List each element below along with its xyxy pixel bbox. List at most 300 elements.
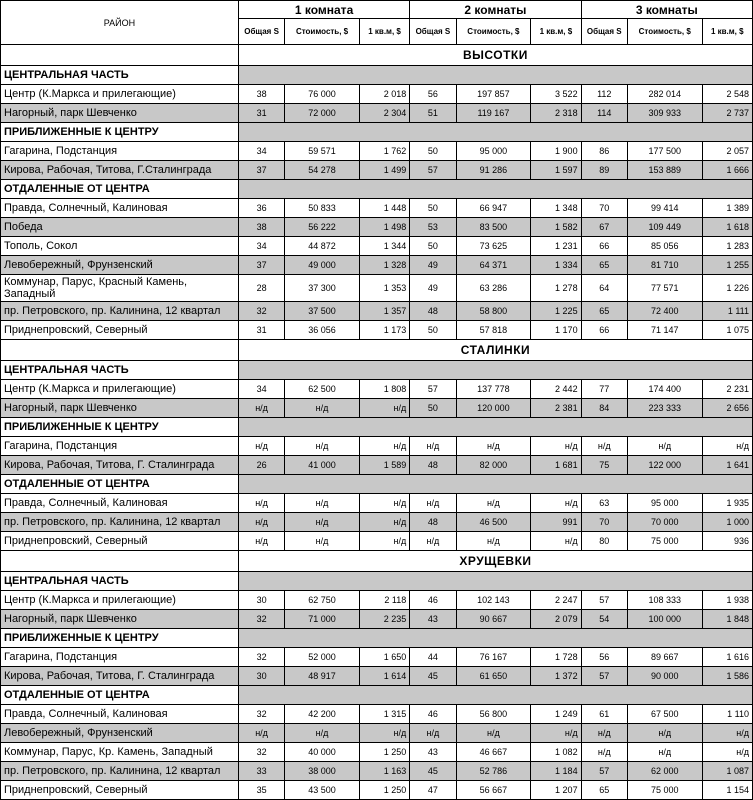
area-cell: 56: [410, 85, 456, 104]
cost-cell: 70 000: [627, 513, 702, 532]
cost-cell: 62 750: [285, 591, 360, 610]
cost-cell: 76 167: [456, 648, 531, 667]
price-per-sqm-cell: 1 938: [702, 591, 752, 610]
area-cell: 47: [410, 781, 456, 800]
price-per-sqm-cell: 1 389: [702, 199, 752, 218]
price-per-sqm-cell: 2 656: [702, 399, 752, 418]
district-name: Тополь, Сокол: [1, 237, 239, 256]
cost-cell: 72 000: [285, 104, 360, 123]
area-cell: 45: [410, 762, 456, 781]
cost-cell: 153 889: [627, 161, 702, 180]
area-cell: н/д: [238, 532, 284, 551]
district-name: Коммунар, Парус, Красный Камень, Западный: [1, 275, 239, 302]
area-cell: 32: [238, 610, 284, 629]
district-name: Кирова, Рабочая, Титова, Г.Сталинграда: [1, 161, 239, 180]
price-per-sqm-cell: 1 372: [531, 667, 581, 686]
district-name: Кирова, Рабочая, Титова, Г. Сталинграда: [1, 667, 239, 686]
district-name: Центр (К.Маркса и прилегающие): [1, 591, 239, 610]
table-row: [1, 256, 753, 275]
area-cell: 34: [238, 142, 284, 161]
area-cell: н/д: [238, 437, 284, 456]
price-per-sqm-cell: 1 111: [702, 302, 752, 321]
table-row: [1, 199, 753, 218]
area-cell: 75: [581, 456, 627, 475]
price-per-sqm-cell: 1 614: [359, 667, 409, 686]
zone-row-fill: [238, 572, 752, 591]
district-name: Нагорный, парк Шевченко: [1, 399, 239, 418]
area-cell: 43: [410, 610, 456, 629]
district-name: Правда, Солнечный, Калиновая: [1, 199, 239, 218]
price-per-sqm-cell: 1 808: [359, 380, 409, 399]
cost-cell: 50 833: [285, 199, 360, 218]
area-cell: 49: [410, 275, 456, 302]
cost-cell: 56 800: [456, 705, 531, 724]
district-name: Левобережный, Фрунзенский: [1, 256, 239, 275]
zone-row-fill: [238, 180, 752, 199]
type-row-blank: [1, 551, 239, 572]
price-per-sqm-cell: 2 548: [702, 85, 752, 104]
cost-cell: н/д: [285, 437, 360, 456]
group-header-3rooms: 3 комнаты: [581, 1, 752, 19]
price-per-sqm-cell: 1 250: [359, 743, 409, 762]
price-per-sqm-cell: 1 848: [702, 610, 752, 629]
cost-cell: 90 667: [456, 610, 531, 629]
price-per-sqm-cell: 1 110: [702, 705, 752, 724]
area-cell: 37: [238, 161, 284, 180]
cost-cell: 56 222: [285, 218, 360, 237]
price-per-sqm-cell: 1 498: [359, 218, 409, 237]
price-per-sqm-cell: н/д: [359, 513, 409, 532]
table-row: [1, 724, 753, 743]
table-row: [1, 494, 753, 513]
price-per-sqm-cell: 2 057: [702, 142, 752, 161]
price-per-sqm-cell: 1 762: [359, 142, 409, 161]
cost-cell: 52 000: [285, 648, 360, 667]
area-cell: 34: [238, 237, 284, 256]
area-cell: н/д: [410, 532, 456, 551]
cost-cell: 75 000: [627, 781, 702, 800]
cost-cell: 59 571: [285, 142, 360, 161]
area-cell: 48: [410, 513, 456, 532]
cost-cell: 61 650: [456, 667, 531, 686]
area-cell: 53: [410, 218, 456, 237]
district-name: Правда, Солнечный, Калиновая: [1, 705, 239, 724]
price-per-sqm-cell: 1 357: [359, 302, 409, 321]
cost-cell: 282 014: [627, 85, 702, 104]
table-row: [1, 275, 753, 302]
price-per-sqm-cell: 1 231: [531, 237, 581, 256]
zone-label: ОТДАЛЕННЫЕ ОТ ЦЕНТРА: [1, 686, 239, 705]
price-per-sqm-cell: н/д: [359, 724, 409, 743]
cost-cell: 100 000: [627, 610, 702, 629]
area-cell: 30: [238, 591, 284, 610]
district-name: Гагарина, Подстанция: [1, 142, 239, 161]
cost-cell: 36 056: [285, 321, 360, 340]
rayon-header: РАЙОН: [1, 1, 239, 45]
table-row: [1, 321, 753, 340]
price-per-sqm-cell: 1 278: [531, 275, 581, 302]
cost-cell: 38 000: [285, 762, 360, 781]
area-cell: 66: [581, 237, 627, 256]
area-cell: 56: [581, 648, 627, 667]
cost-cell: 174 400: [627, 380, 702, 399]
table-row: [1, 161, 753, 180]
price-per-sqm-cell: 1 353: [359, 275, 409, 302]
price-per-sqm-cell: 1 935: [702, 494, 752, 513]
table-row: [1, 237, 753, 256]
area-cell: 57: [581, 667, 627, 686]
cost-cell: н/д: [456, 532, 531, 551]
area-cell: 89: [581, 161, 627, 180]
building-type-label: СТАЛИНКИ: [238, 340, 752, 361]
table-row: [1, 705, 753, 724]
price-per-sqm-cell: 1 348: [531, 199, 581, 218]
building-type-row: [1, 45, 753, 66]
cost-cell: 37 500: [285, 302, 360, 321]
cost-cell: н/д: [627, 724, 702, 743]
cost-cell: 52 786: [456, 762, 531, 781]
zone-row-fill: [238, 361, 752, 380]
price-per-sqm-cell: 1 586: [702, 667, 752, 686]
zone-label: ОТДАЛЕННЫЕ ОТ ЦЕНТРА: [1, 180, 239, 199]
cost-cell: 82 000: [456, 456, 531, 475]
district-name: Приднепровский, Северный: [1, 321, 239, 340]
building-type-label: ХРУЩЕВКИ: [238, 551, 752, 572]
area-cell: 38: [238, 85, 284, 104]
zone-row: [1, 66, 753, 85]
table-row: [1, 532, 753, 551]
price-per-sqm-cell: 1 650: [359, 648, 409, 667]
area-cell: 28: [238, 275, 284, 302]
price-per-sqm-cell: н/д: [702, 724, 752, 743]
cost-cell: 54 278: [285, 161, 360, 180]
area-cell: 112: [581, 85, 627, 104]
price-per-sqm-cell: 2 304: [359, 104, 409, 123]
zone-row-fill: [238, 66, 752, 85]
table-row: [1, 302, 753, 321]
table-row: [1, 610, 753, 629]
area-cell: 50: [410, 399, 456, 418]
area-cell: 31: [238, 104, 284, 123]
area-cell: н/д: [410, 724, 456, 743]
area-cell: н/д: [238, 724, 284, 743]
price-per-sqm-cell: 1 681: [531, 456, 581, 475]
cost-cell: 41 000: [285, 456, 360, 475]
col-sqm-header: 1 кв.м, $: [359, 19, 409, 45]
cost-cell: 46 500: [456, 513, 531, 532]
cost-cell: 66 947: [456, 199, 531, 218]
price-per-sqm-cell: 1 641: [702, 456, 752, 475]
cost-cell: 85 056: [627, 237, 702, 256]
area-cell: н/д: [238, 494, 284, 513]
district-name: Центр (К.Маркса и прилегающие): [1, 85, 239, 104]
area-cell: 32: [238, 743, 284, 762]
price-per-sqm-cell: н/д: [359, 532, 409, 551]
district-name: Приднепровский, Северный: [1, 532, 239, 551]
cost-cell: 71 147: [627, 321, 702, 340]
zone-row: [1, 629, 753, 648]
col-sqm-header: 1 кв.м, $: [702, 19, 752, 45]
area-cell: 32: [238, 705, 284, 724]
price-per-sqm-cell: 2 079: [531, 610, 581, 629]
area-cell: 64: [581, 275, 627, 302]
zone-row: [1, 418, 753, 437]
table-row: [1, 399, 753, 418]
table-row: [1, 104, 753, 123]
area-cell: 46: [410, 705, 456, 724]
cost-cell: 95 000: [456, 142, 531, 161]
area-cell: 86: [581, 142, 627, 161]
col-area-header: Общая S: [410, 19, 456, 45]
cost-cell: 81 710: [627, 256, 702, 275]
area-cell: 54: [581, 610, 627, 629]
price-per-sqm-cell: 2 381: [531, 399, 581, 418]
area-cell: 65: [581, 302, 627, 321]
table-body: [1, 45, 753, 800]
price-per-sqm-cell: 1 184: [531, 762, 581, 781]
area-cell: 32: [238, 302, 284, 321]
area-cell: 57: [581, 591, 627, 610]
district-name: пр. Петровского, пр. Калинина, 12 квартал: [1, 302, 239, 321]
area-cell: 45: [410, 667, 456, 686]
cost-cell: 90 000: [627, 667, 702, 686]
district-name: Центр (К.Маркса и прилегающие): [1, 380, 239, 399]
zone-row: [1, 123, 753, 142]
cost-cell: 44 872: [285, 237, 360, 256]
cost-cell: 89 667: [627, 648, 702, 667]
price-per-sqm-cell: 2 018: [359, 85, 409, 104]
table-row: [1, 437, 753, 456]
area-cell: 63: [581, 494, 627, 513]
price-per-sqm-cell: 1 597: [531, 161, 581, 180]
cost-cell: н/д: [456, 437, 531, 456]
price-per-sqm-cell: н/д: [359, 399, 409, 418]
price-per-sqm-cell: 1 666: [702, 161, 752, 180]
price-per-sqm-cell: 1 170: [531, 321, 581, 340]
price-per-sqm-cell: 1 255: [702, 256, 752, 275]
zone-row: [1, 686, 753, 705]
cost-cell: 64 371: [456, 256, 531, 275]
area-cell: 49: [410, 256, 456, 275]
area-cell: 57: [410, 161, 456, 180]
zone-label: ОТДАЛЕННЫЕ ОТ ЦЕНТРА: [1, 475, 239, 494]
col-cost-header: Стоимость, $: [285, 19, 360, 45]
price-per-sqm-cell: 936: [702, 532, 752, 551]
area-cell: н/д: [410, 437, 456, 456]
zone-row-fill: [238, 123, 752, 142]
area-cell: 37: [238, 256, 284, 275]
area-cell: 34: [238, 380, 284, 399]
price-per-sqm-cell: 1 154: [702, 781, 752, 800]
cost-cell: 137 778: [456, 380, 531, 399]
price-per-sqm-cell: 1 315: [359, 705, 409, 724]
zone-row-fill: [238, 686, 752, 705]
price-per-sqm-cell: н/д: [531, 532, 581, 551]
zone-row: [1, 475, 753, 494]
area-cell: 48: [410, 456, 456, 475]
cost-cell: 56 667: [456, 781, 531, 800]
area-cell: 50: [410, 237, 456, 256]
area-cell: 77: [581, 380, 627, 399]
district-name: Коммунар, Парус, Кр. Камень, Западный: [1, 743, 239, 762]
area-cell: 38: [238, 218, 284, 237]
price-per-sqm-cell: н/д: [531, 494, 581, 513]
area-cell: 70: [581, 199, 627, 218]
area-cell: 43: [410, 743, 456, 762]
zone-row-fill: [238, 475, 752, 494]
cost-cell: н/д: [285, 513, 360, 532]
table-row: [1, 85, 753, 104]
price-per-sqm-cell: 1 082: [531, 743, 581, 762]
cost-cell: 122 000: [627, 456, 702, 475]
price-per-sqm-cell: 1 207: [531, 781, 581, 800]
cost-cell: н/д: [285, 724, 360, 743]
table-row: [1, 648, 753, 667]
table-row: [1, 762, 753, 781]
area-cell: н/д: [238, 513, 284, 532]
cost-cell: н/д: [456, 724, 531, 743]
area-cell: н/д: [410, 494, 456, 513]
cost-cell: 43 500: [285, 781, 360, 800]
price-per-sqm-cell: 1 225: [531, 302, 581, 321]
col-sqm-header: 1 кв.м, $: [531, 19, 581, 45]
cost-cell: 309 933: [627, 104, 702, 123]
district-name: Нагорный, парк Шевченко: [1, 610, 239, 629]
area-cell: н/д: [581, 437, 627, 456]
district-name: Кирова, Рабочая, Титова, Г. Сталинграда: [1, 456, 239, 475]
group-header-1room: 1 комната: [238, 1, 409, 19]
cost-cell: 72 400: [627, 302, 702, 321]
cost-cell: 62 500: [285, 380, 360, 399]
cost-cell: 91 286: [456, 161, 531, 180]
col-cost-header: Стоимость, $: [627, 19, 702, 45]
cost-cell: 95 000: [627, 494, 702, 513]
cost-cell: 49 000: [285, 256, 360, 275]
area-cell: 51: [410, 104, 456, 123]
zone-label: ЦЕНТРАЛЬНАЯ ЧАСТЬ: [1, 572, 239, 591]
col-cost-header: Стоимость, $: [456, 19, 531, 45]
table-row: [1, 456, 753, 475]
area-cell: 26: [238, 456, 284, 475]
area-cell: 67: [581, 218, 627, 237]
area-cell: 84: [581, 399, 627, 418]
cost-cell: 63 286: [456, 275, 531, 302]
building-type-label: ВЫСОТКИ: [238, 45, 752, 66]
cost-cell: н/д: [285, 399, 360, 418]
area-cell: 31: [238, 321, 284, 340]
district-name: Правда, Солнечный, Калиновая: [1, 494, 239, 513]
zone-row-fill: [238, 418, 752, 437]
area-cell: 80: [581, 532, 627, 551]
zone-label: ЦЕНТРАЛЬНАЯ ЧАСТЬ: [1, 361, 239, 380]
price-per-sqm-cell: 1 499: [359, 161, 409, 180]
price-per-sqm-cell: 1 900: [531, 142, 581, 161]
price-per-sqm-cell: 2 231: [702, 380, 752, 399]
cost-cell: 83 500: [456, 218, 531, 237]
area-cell: 61: [581, 705, 627, 724]
district-name: Нагорный, парк Шевченко: [1, 104, 239, 123]
price-per-sqm-cell: н/д: [702, 743, 752, 762]
zone-label: ЦЕНТРАЛЬНАЯ ЧАСТЬ: [1, 66, 239, 85]
cost-cell: 46 667: [456, 743, 531, 762]
area-cell: 114: [581, 104, 627, 123]
price-per-sqm-cell: 2 118: [359, 591, 409, 610]
zone-row-fill: [238, 629, 752, 648]
area-cell: 65: [581, 781, 627, 800]
area-cell: 46: [410, 591, 456, 610]
price-per-sqm-cell: н/д: [359, 494, 409, 513]
cost-cell: 223 333: [627, 399, 702, 418]
cost-cell: 57 818: [456, 321, 531, 340]
price-per-sqm-cell: 2 235: [359, 610, 409, 629]
zone-label: ПРИБЛИЖЕННЫЕ К ЦЕНТРУ: [1, 629, 239, 648]
cost-cell: 58 800: [456, 302, 531, 321]
price-per-sqm-cell: 1 087: [702, 762, 752, 781]
cost-cell: 73 625: [456, 237, 531, 256]
table-row: [1, 142, 753, 161]
area-cell: 33: [238, 762, 284, 781]
district-name: пр. Петровского, пр. Калинина, 12 квартал: [1, 513, 239, 532]
type-row-blank: [1, 340, 239, 361]
cost-cell: 120 000: [456, 399, 531, 418]
price-per-sqm-cell: 2 737: [702, 104, 752, 123]
cost-cell: 119 167: [456, 104, 531, 123]
price-per-sqm-cell: 1 618: [702, 218, 752, 237]
zone-label: ПРИБЛИЖЕННЫЕ К ЦЕНТРУ: [1, 418, 239, 437]
cost-cell: н/д: [627, 743, 702, 762]
price-per-sqm-cell: 1 000: [702, 513, 752, 532]
building-type-row: [1, 551, 753, 572]
price-per-sqm-cell: 1 249: [531, 705, 581, 724]
price-per-sqm-cell: 1 728: [531, 648, 581, 667]
table-row: [1, 218, 753, 237]
price-per-sqm-cell: 1 344: [359, 237, 409, 256]
district-name: Гагарина, Подстанция: [1, 648, 239, 667]
price-per-sqm-cell: 2 442: [531, 380, 581, 399]
price-per-sqm-cell: 1 173: [359, 321, 409, 340]
price-per-sqm-cell: 1 226: [702, 275, 752, 302]
cost-cell: 37 300: [285, 275, 360, 302]
cost-cell: 40 000: [285, 743, 360, 762]
cost-cell: 109 449: [627, 218, 702, 237]
cost-cell: н/д: [456, 494, 531, 513]
table-row: [1, 667, 753, 686]
cost-cell: 99 414: [627, 199, 702, 218]
header-row-groups: [1, 1, 753, 19]
area-cell: 66: [581, 321, 627, 340]
table-row: [1, 781, 753, 800]
district-name: Гагарина, Подстанция: [1, 437, 239, 456]
cost-cell: 67 500: [627, 705, 702, 724]
cost-cell: 62 000: [627, 762, 702, 781]
district-name: пр. Петровского, пр. Калинина, 12 квартал: [1, 762, 239, 781]
price-per-sqm-cell: н/д: [702, 437, 752, 456]
group-header-2rooms: 2 комнаты: [410, 1, 581, 19]
area-cell: 35: [238, 781, 284, 800]
district-name: Приднепровский, Северный: [1, 781, 239, 800]
area-cell: 44: [410, 648, 456, 667]
price-per-sqm-cell: 1 616: [702, 648, 752, 667]
zone-label: ПРИБЛИЖЕННЫЕ К ЦЕНТРУ: [1, 123, 239, 142]
price-per-sqm-cell: 2 247: [531, 591, 581, 610]
price-per-sqm-cell: 1 163: [359, 762, 409, 781]
cost-cell: 77 571: [627, 275, 702, 302]
price-per-sqm-cell: 1 283: [702, 237, 752, 256]
price-per-sqm-cell: н/д: [531, 724, 581, 743]
area-cell: 32: [238, 648, 284, 667]
cost-cell: 197 857: [456, 85, 531, 104]
district-name: Победа: [1, 218, 239, 237]
